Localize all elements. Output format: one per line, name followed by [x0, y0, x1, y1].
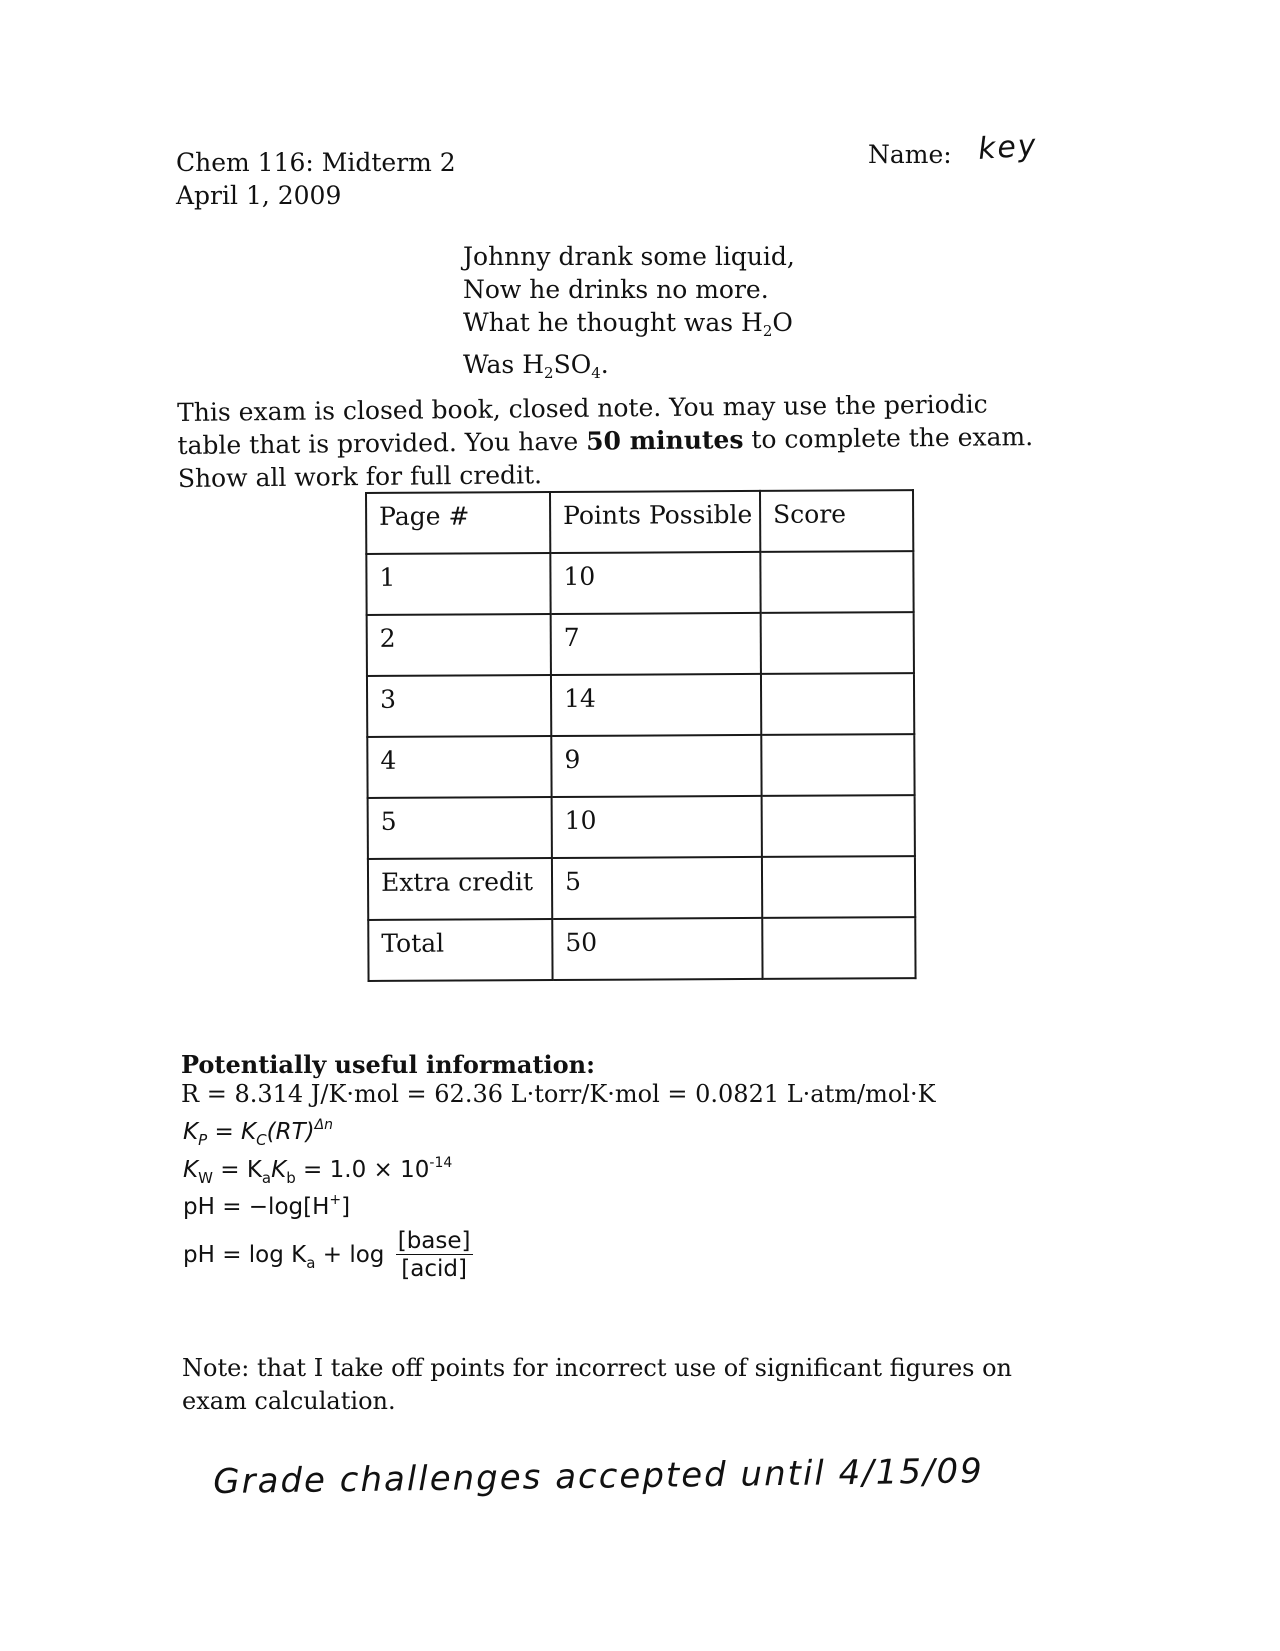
kw-sub-b: b — [286, 1169, 296, 1187]
exam-date: April 1, 2009 — [176, 181, 342, 210]
kp-sub-c: C — [256, 1131, 267, 1149]
table-row — [368, 917, 915, 981]
exam-title: Chem 116: Midterm 2 — [176, 148, 456, 177]
cell-page: 5 — [368, 797, 552, 859]
table-row — [367, 673, 914, 737]
cell-score — [762, 795, 915, 857]
cell-score — [762, 917, 915, 979]
cell-points: 9 — [551, 735, 761, 797]
kw-eq: = K — [212, 1157, 262, 1183]
ph-rhs: ] — [341, 1194, 351, 1220]
score-table — [365, 489, 917, 982]
kw-value: = 1.0 × 10 — [295, 1157, 430, 1183]
poem-line-4-end: . — [600, 350, 609, 379]
cell-score — [761, 612, 914, 674]
instructions-part-1: This exam is closed book, closed note. You may use the periodic table that is provided. You have — [177, 389, 988, 460]
poem — [463, 240, 795, 390]
kp-rt: (RT) — [266, 1119, 315, 1145]
formula-kp — [183, 1117, 333, 1149]
poem-line-2: Now he drinks no more. — [463, 275, 769, 304]
formula-kw — [183, 1155, 452, 1187]
poem-line-3-end: O — [772, 308, 793, 337]
handwritten-name: key — [976, 127, 1039, 168]
kw-k2: K — [271, 1157, 287, 1183]
header-score: Score — [760, 490, 913, 552]
kp-exp: Δn — [314, 1117, 334, 1133]
table-row — [368, 856, 915, 920]
poem-line-4-sub1: 2 — [544, 364, 554, 382]
table-row — [367, 612, 914, 676]
poem-line-4-text: Was H — [463, 350, 545, 379]
header-page: Page # — [366, 492, 550, 554]
cell-score — [762, 856, 915, 918]
instructions-time-limit: 50 minutes — [585, 425, 744, 456]
cell-page: 4 — [367, 736, 551, 798]
cell-page: 1 — [366, 553, 550, 615]
kw-sub-w: W — [198, 1169, 213, 1187]
hh-denominator: [acid] — [401, 1256, 467, 1282]
poem-line-4-mid: SO — [553, 350, 592, 379]
poem-line-4-sub2: 4 — [591, 364, 601, 382]
hh-lhs: pH = log K — [183, 1242, 307, 1268]
gas-constant: R = 8.314 J/K·mol = 62.36 L·torr/K·mol = 0.0821 L·atm/mol·K — [181, 1080, 936, 1108]
exam-instructions — [177, 387, 1048, 495]
kw-exp: -14 — [429, 1155, 453, 1171]
header-points: Points Possible — [550, 491, 760, 553]
cell-page: Extra credit — [368, 858, 552, 920]
poem-line-3-text: What he thought was H — [463, 308, 763, 337]
ph-sup: + — [329, 1192, 342, 1208]
kp-eq: = K — [207, 1119, 257, 1145]
poem-line-1: Johnny drank some liquid, — [463, 242, 795, 271]
formula-henderson-hasselbalch — [183, 1228, 473, 1283]
cell-page: 3 — [367, 675, 551, 737]
poem-line-4 — [463, 348, 795, 390]
table-row — [368, 795, 915, 859]
cell-points: 14 — [551, 674, 761, 736]
handwritten-grade-note: Grade challenges accepted until 4/15/09 — [213, 1451, 984, 1502]
sig-fig-note: Note: that I take off points for incorrect use of significant figures on exam calculation. — [182, 1354, 1013, 1415]
cell-page: 2 — [367, 614, 551, 676]
name-label: Name: — [868, 140, 952, 169]
poem-line-3-sub: 2 — [762, 322, 773, 340]
cell-page: Total — [368, 919, 552, 981]
hh-sub: a — [306, 1254, 316, 1272]
kw-sub-a: a — [261, 1169, 272, 1187]
ph-lhs: pH = −log[H — [183, 1194, 330, 1220]
kw-k: K — [183, 1157, 199, 1183]
hh-fraction — [396, 1228, 473, 1283]
table-row — [366, 551, 913, 615]
kp-sub-p: P — [198, 1131, 208, 1149]
table-header-row — [366, 490, 913, 554]
cell-points: 10 — [550, 552, 760, 614]
formula-ph — [183, 1192, 350, 1220]
cell-points: 7 — [551, 613, 761, 675]
hh-mid: + log — [315, 1242, 385, 1268]
instructions-part-2: to complete the exam. Show all work for full credit. — [177, 422, 1034, 493]
table-row — [367, 734, 914, 798]
hh-numerator: [base] — [397, 1228, 471, 1254]
cell-points: 50 — [552, 918, 762, 980]
cell-score — [761, 734, 914, 796]
cell-points: 10 — [552, 796, 762, 858]
cell-score — [760, 551, 913, 613]
kp-k: K — [183, 1119, 199, 1145]
cell-score — [761, 673, 914, 735]
poem-line-3 — [463, 306, 795, 348]
info-heading: Potentially useful information: — [181, 1050, 595, 1079]
cell-points: 5 — [552, 857, 762, 919]
